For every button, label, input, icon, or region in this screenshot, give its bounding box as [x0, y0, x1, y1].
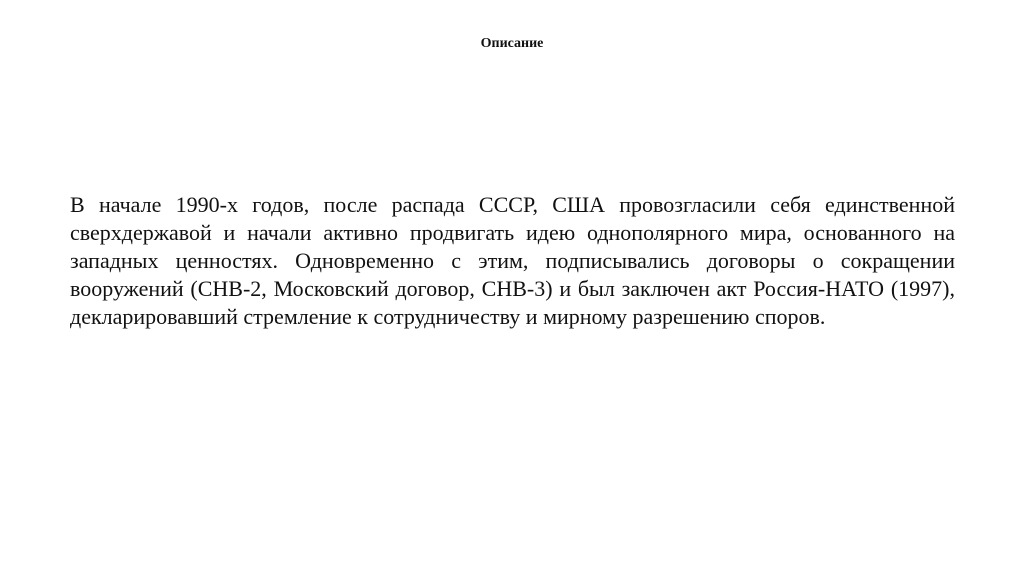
- slide-title: Описание: [480, 36, 544, 51]
- slide-paragraph: В начале 1990-х годов, после распада СССР, США провозгласили себя единственной сверхдержавой и начали активно продвигать идею однополярного мира, основанного на западных ценностях. Одновременно с этим, подписывались договоры о сокращении вооружений (СНВ-2, Московский договор, СНВ-3) и был заключен акт Россия-НАТО (1997), декларировавший стремление к сотрудничеству и мирному разрешению споров.: [70, 192, 955, 329]
